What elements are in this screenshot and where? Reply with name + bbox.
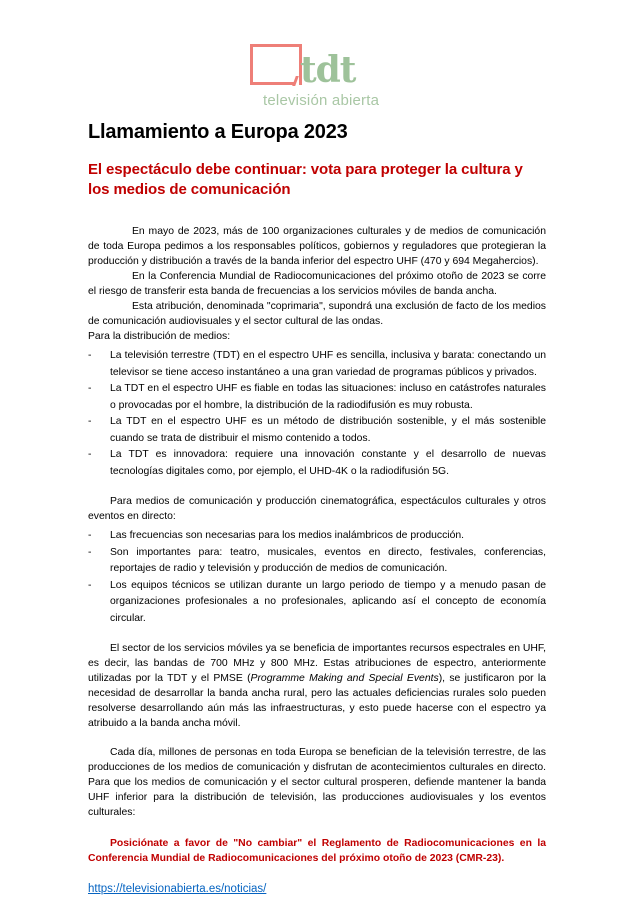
document-content	[88, 118, 546, 897]
document-title: Llamamiento a Europa 2023	[88, 121, 348, 143]
dash-bullet-icon: -	[88, 383, 92, 394]
document-body	[88, 224, 546, 897]
document-subtitle: El espectáculo debe continuar: vota para proteger la cultura y los medios de comunicación	[88, 161, 523, 198]
production-heading: Para medios de comunicación y producción cinematográfica, espectáculos culturales y otros eventos en directo:	[88, 496, 546, 522]
distribution-heading: Para la distribución de medios:	[88, 331, 231, 342]
mobile-services-paragraph: El sector de los servicios móviles ya se beneficia de importantes recursos espectrales en UHF, es decir, las bandas de 700 MHz y 800 MHz. Estas atribuciones de espectro, anteriormente utilizadas por la TDT y el PMSE (Programme Making and Special Events), se justificaron por la necesidad de desarrollar la banda ancha rural, pero las actuales deficiencias rurales solo pueden resolverse desarrollando aún más las infraestructuras, y esto puede hacerse con el espectro ya atribuido a la banda ancha móvil.	[88, 643, 546, 729]
dash-bullet-icon: -	[88, 579, 92, 591]
list-item: - La televisión terrestre (TDT) en el espectro UHF es sencilla, inclusiva y barata: conectando un televisor se tiene acceso instantáneo a una gran variedad de programas públicos y privados.	[88, 350, 546, 378]
list-item: - Los equipos técnicos se utilizan durante un largo periodo de tiempo y a menudo pasan de organizaciones profesionales a no profesionales, aplicando así el concepto de economía circular.	[88, 579, 546, 624]
daily-benefit-paragraph: Cada día, millones de personas en toda Europa se benefician de la televisión terrestre, de las producciones de los medios de comunicación y disfrutan de acontecimientos culturales en directo. Para que los medios de comunicación y el sector cultural prosperen, defiende mantener la banda UHF inferior para la distribución de televisión, las producciones audiovisuales y los eventos culturales:	[88, 747, 546, 818]
logo-wordmark: tdt	[300, 49, 356, 91]
dash-bullet-icon: -	[88, 530, 92, 541]
list-item: - Las frecuencias son necesarias para los medios inalámbricos de producción.	[88, 528, 546, 545]
list-item: - Son importantes para: teatro, musicales, eventos en directo, festivales, conferencias, reportajes de radio y televisión y producción de medios de comunicación.	[88, 546, 546, 574]
tdt-logo	[250, 40, 400, 120]
distribution-list	[88, 348, 546, 480]
intro-paragraph-1: En mayo de 2023, más de 100 organizaciones culturales y de medios de comunicación de toda Europa pedimos a los responsables políticos, gobiernos y reguladores que protegieran la producción y distribución a través de la banda inferior del espectro UHF (470 y 694 Megahercios).	[88, 226, 546, 267]
intro-paragraph-2: En la Conferencia Mundial de Radiocomunicaciones del próximo otoño de 2023 se corre el riesgo de transferir esta banda de frecuencias a los servicios móviles de banda ancha.	[88, 271, 546, 297]
intro-paragraph-3: Esta atribución, denominada "coprimaria", supondrá una exclusión de facto de los medios de comunicación audiovisuales y el sector cultural de las ondas.	[88, 301, 546, 327]
pmse-definition: Programme Making and Special Events	[250, 673, 439, 684]
list-item: - La TDT es innovadora: requiere una innovación constante y el desarrollo de nuevas tecnologías digitales como, por ejemplo, el UHD-4K o la radiodifusión 5G.	[88, 449, 546, 477]
dash-bullet-icon: -	[88, 350, 92, 361]
logo-tagline: televisión abierta	[263, 92, 380, 109]
dash-bullet-icon: -	[88, 416, 92, 427]
list-item: - La TDT en el espectro UHF es un método de distribución sostenible, y el más sostenible cuando se trata de distribuir el mismo contenido a todos.	[88, 416, 546, 444]
dash-bullet-icon: -	[88, 449, 92, 460]
tv-screen-base	[250, 82, 294, 85]
production-list	[88, 528, 546, 627]
call-to-action: Posiciónate a favor de "No cambiar" el Reglamento de Radiocomunicaciones en la Conferencia Mundial de Radiocomunicaciones del próximo otoño de 2023 (CMR-23).	[88, 838, 546, 864]
list-item: - La TDT en el espectro UHF es fiable en todas las situaciones: incluso en catástrofes naturales o provocadas por el hombre, la distribución de la radiodifusión es muy robusta.	[88, 383, 546, 411]
noticias-link[interactable]: https://televisionabierta.es/noticias/	[88, 883, 267, 895]
dash-bullet-icon: -	[88, 546, 92, 558]
